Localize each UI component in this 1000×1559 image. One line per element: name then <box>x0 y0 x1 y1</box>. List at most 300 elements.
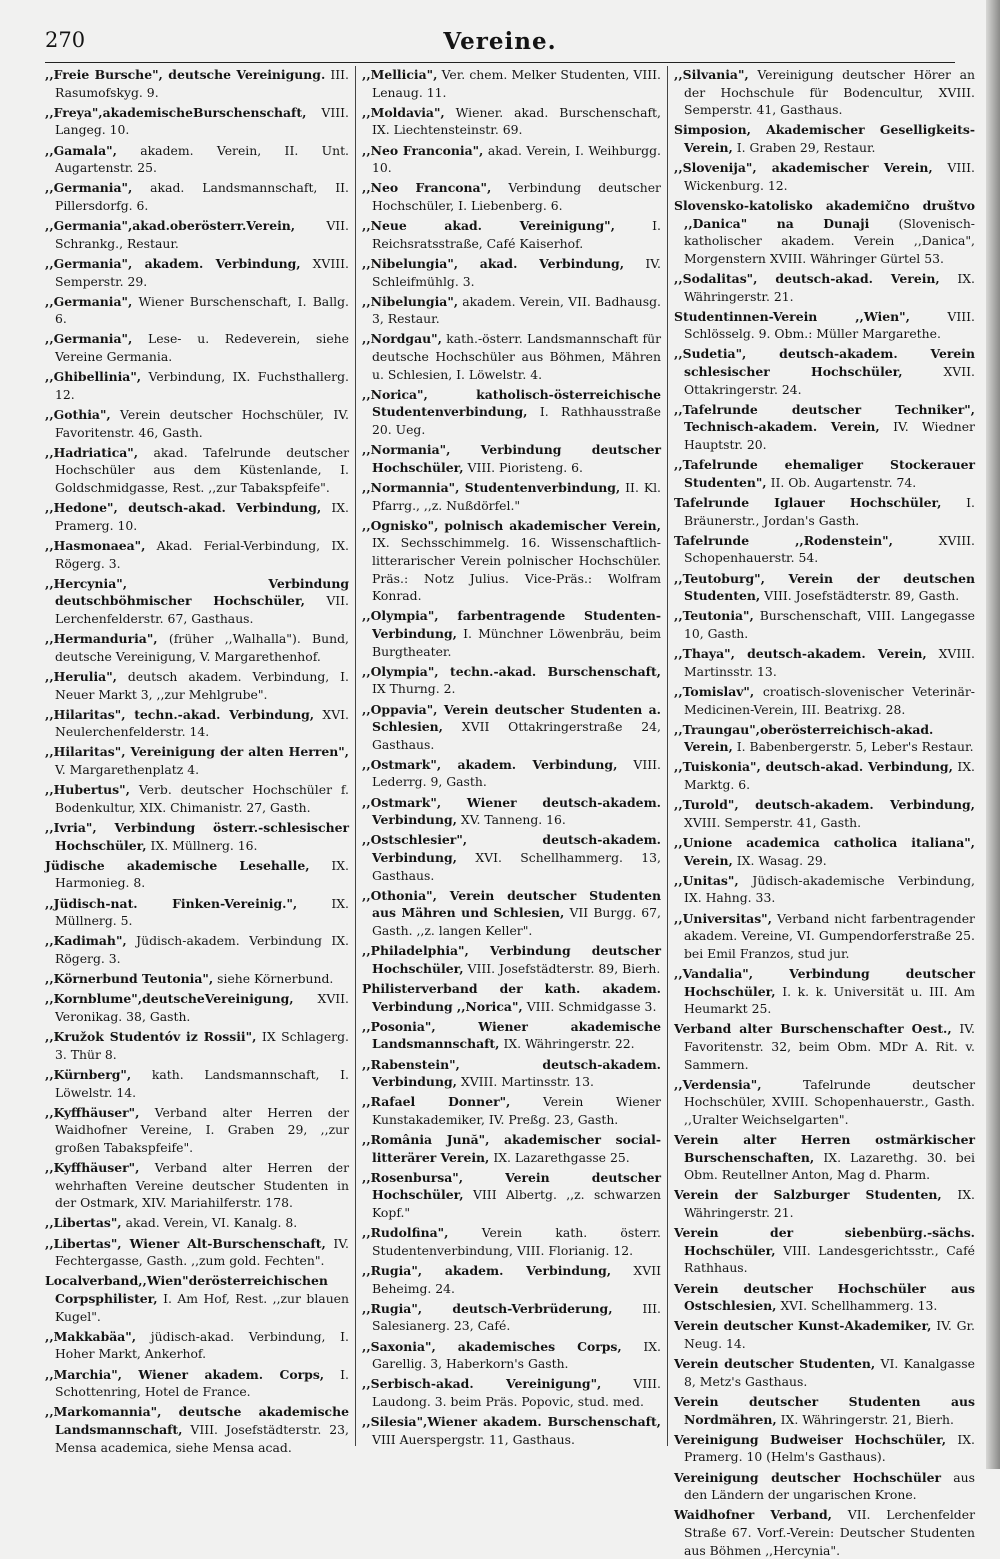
entry-name: ,,Tafelrunde ehemaliger Stockerauer Studenten", <box>674 457 975 490</box>
directory-entry <box>45 857 349 892</box>
entry-description: I. k. k. Universität u. III. Am Heumarkt 25. <box>684 983 975 1017</box>
header-rule <box>45 62 955 63</box>
entry-description: VI. Kanalgasse 8, Metz's Gasthaus. <box>684 1356 975 1389</box>
directory-entry <box>45 330 349 365</box>
entry-name: ,,Tuiskonia", deutsch-akad. Verbindung, <box>674 759 953 775</box>
entry-name: ,,Kornblume",deutscheVereinigung, <box>45 991 294 1007</box>
entry-description: croatisch-slovenischer Veterinär-Medicinen-Verein, III. Beatrixg. 28. <box>684 683 975 717</box>
entry-description: Ver. chem. Melker Studenten, VIII. Lenaug. 11. <box>372 67 661 100</box>
entry-description: IX. Pramerg. 10 (Helm's Gasthaus). <box>684 1431 975 1465</box>
entry-description: Wiener. akad. Burschenschaft, IX. Liechtensteinstr. 69. <box>372 104 661 138</box>
entry-description: IX. Währingerstr. 22. <box>503 1036 635 1052</box>
directory-entry <box>362 1131 661 1166</box>
entry-name: ,,Posonia", Wiener akademische Landsmannschaft, <box>362 1018 661 1052</box>
directory-entry <box>45 990 349 1025</box>
entry-name: ,,Hilaritas", techn.-akad. Verbindung, <box>45 706 315 722</box>
entry-name: ,,Philadelphia", Verbindung deutscher Hochschüler, <box>362 943 661 976</box>
directory-entry <box>362 942 661 977</box>
directory-entry <box>45 368 349 403</box>
entry-name: ,,Vandalia", Verbindung deutscher Hochschüler, <box>674 965 975 999</box>
directory-entry <box>674 872 975 907</box>
entry-name: ,,Markomannia", deutsche akademische Landsmannschaft, <box>45 1404 349 1437</box>
directory-entry <box>674 1355 975 1390</box>
entry-name: ,,Ostmark", Wiener deutsch-akadem. Verbindung, <box>362 794 661 828</box>
entry-name: ,,Ghibellinia", <box>45 369 142 385</box>
entry-description: akad. Verein, VI. Kanalg. 8. <box>125 1215 298 1231</box>
entry-name: ,,Oppavia", Verein deutscher Studenten a. Schlesien, <box>362 701 661 735</box>
directory-entry <box>45 444 349 497</box>
entry-name: ,,Moldavia", <box>362 104 445 120</box>
directory-entry <box>362 1224 661 1259</box>
entry-name: ,,Kürnberg", <box>45 1066 132 1082</box>
directory-entry <box>45 499 349 534</box>
entry-name: ,,Neo Franconia", <box>362 142 484 158</box>
entry-description: Wiener Burschenschaft, I. Ballg. 6. <box>55 293 349 327</box>
entry-name: ,,Hilaritas", Vereinigung der alten Herren", <box>45 744 349 760</box>
directory-entry <box>45 668 349 703</box>
entry-description: IX. Pramerg. 10. <box>55 500 349 533</box>
directory-entry <box>45 970 349 988</box>
directory-entry <box>362 887 661 940</box>
entry-description: (Slovenisch-katholischer akadem. Verein ,,Danica", Morgenstern XVIII. Währinger Gürtel 53. <box>684 215 975 266</box>
entry-description: VIII. Pioristeng. 6. <box>467 459 583 475</box>
directory-entry <box>674 796 975 831</box>
directory-entry <box>45 1066 349 1101</box>
directory-entry <box>45 1328 349 1363</box>
entry-description: XVIII. Martinsstr. 13. <box>684 646 975 679</box>
entry-name: ,,Olympia", farbentragende Studenten-Verbindung, <box>362 608 661 641</box>
entry-description: IX. Wasag. 29. <box>736 852 827 868</box>
directory-entry <box>362 441 661 476</box>
page-title: Vereine. <box>443 28 557 55</box>
directory-entry <box>45 743 349 778</box>
entry-description: VII. Lerchenfelder Straße 67. Vorf.-Verein: Deutscher Studenten aus Böhmen ,,Hercynia". <box>684 1507 975 1558</box>
directory-entry <box>362 66 661 101</box>
entry-name: ,,Libertas", Wiener Alt-Burschenschaft, <box>45 1235 326 1251</box>
entry-name: ,,Ostschlesier", deutsch-akadem. Verbindung, <box>362 832 661 866</box>
entry-name: ,,Neue akad. Vereinigung", <box>362 218 615 234</box>
directory-entry <box>45 179 349 214</box>
column-middle <box>355 66 668 1446</box>
directory-entry <box>674 645 975 680</box>
entry-name: ,,Rafael Donner", <box>362 1094 511 1110</box>
directory-entry <box>674 494 975 529</box>
directory-entry <box>45 630 349 665</box>
directory-entry <box>674 270 975 305</box>
entry-description: jüdisch-akad. Verbindung, I. Hoher Markt, Ankerhof. <box>55 1328 349 1362</box>
directory-entry <box>45 1403 349 1456</box>
entry-name: ,,Gothia", <box>45 407 111 423</box>
entry-description: XVIII. Semperstr. 41, Gasth. <box>684 814 862 830</box>
entry-description: aus den Ländern der ungarischen Krone. <box>684 1469 975 1503</box>
entry-description: siehe Körnerbund. <box>217 971 334 987</box>
entry-description: XVIII. Schopenhauerstr. 54. <box>684 532 975 566</box>
directory-entry <box>674 1280 975 1315</box>
entry-name: ,,Traungau",oberösterreichisch-akad. Verein, <box>674 721 934 755</box>
entry-name: ,,Silesia",Wiener akadem. Burschenschaft, <box>362 1414 661 1430</box>
entry-name: ,,Ivria", Verbindung österr.-schlesischer Hochschüler, <box>45 820 349 853</box>
entry-name: ,,Nibelungia", akad. Verbindung, <box>362 255 625 271</box>
entry-description: XVII. Veronikag. 38, Gasth. <box>55 991 349 1024</box>
directory-entry <box>45 217 349 252</box>
entry-name: ,,Körnerbund Teutonia", <box>45 971 214 987</box>
entry-description: IX. Harmonieg. 8. <box>55 857 349 891</box>
entry-name: Jüdische akademische Lesehalle, <box>45 857 310 873</box>
entry-name: Verein deutscher Studenten, <box>674 1356 876 1372</box>
entry-description: IX. Marktg. 6. <box>684 759 975 793</box>
directory-entry <box>674 532 975 567</box>
entry-description: XVII Ottakringerstraße 24, Gasthaus. <box>372 719 661 752</box>
directory-entry <box>674 1393 975 1428</box>
directory-entry <box>45 895 349 930</box>
directory-entry <box>674 1431 975 1466</box>
entry-description: kath. Landsmannschaft, I. Löwelstr. 14. <box>55 1066 349 1100</box>
entry-description: akadem. Verein, VII. Badhausg. 3, Restaur. <box>372 293 661 327</box>
entry-description: Verein Wiener Kunstakademiker, IV. Preßg. 23, Gasth. <box>372 1094 661 1127</box>
entry-name: ,,Slovenija", akademischer Verein, <box>674 160 933 176</box>
entry-name: ,,Unitas", <box>674 872 739 888</box>
entry-description: II. Ob. Augartenstr. 74. <box>770 474 917 490</box>
entry-description: I. Schottenring, Hotel de France. <box>55 1366 349 1400</box>
entry-name: ,,Teutonia", <box>674 608 754 624</box>
entry-description: IV. Schleifmühlg. 3. <box>372 255 661 289</box>
entry-name: ,,Saxonia", akademisches Corps, <box>362 1338 622 1354</box>
entry-name: ,,Unione academica catholica italiana", Verein, <box>674 835 975 868</box>
directory-entry <box>674 834 975 869</box>
entry-name: ,,Rosenbursa", Verein deutscher Hochschüler, <box>362 1169 661 1203</box>
entry-name: ,,Hedone", deutsch-akad. Verbindung, <box>45 500 322 516</box>
entry-name: ,,Othonia", Verein deutscher Studenten aus Mähren und Schlesien, <box>362 887 661 921</box>
entry-description: XVII. Ottakringerstr. 24. <box>684 364 975 397</box>
entry-description: VIII Albertg. ,,z. schwarzen Kopf." <box>372 1187 661 1221</box>
entry-description: IX. Müllnerg. 16. <box>150 837 258 853</box>
directory-entry <box>674 1506 975 1559</box>
entry-name: ,,Tomislav", <box>674 683 755 699</box>
entry-name: ,,Normania", Verbindung deutscher Hochschüler, <box>362 442 661 475</box>
directory-entry <box>362 794 661 829</box>
entry-name: ,,Germania",akad.oberösterr.Verein, <box>45 218 296 234</box>
directory-entry <box>362 980 661 1015</box>
entry-description: VIII. Josefstädterstr. 89, Bierh. <box>467 960 661 976</box>
entry-name: ,,Norica", katholisch-österreichische Studentenverbindung, <box>362 386 661 420</box>
entry-description: akadem. Verein, II. Unt. Augartenstr. 25. <box>55 142 349 176</box>
directory-entry <box>45 255 349 290</box>
entry-name: ,,Sodalitas", deutsch-akad. Verein, <box>674 270 940 286</box>
directory-entry <box>674 607 975 642</box>
entry-description: I. Rathhausstraße 20. Ueg. <box>372 404 661 438</box>
entry-name: ,,Nibelungia", <box>362 293 459 309</box>
entry-name: ,,Freie Bursche", deutsche Vereinigung. <box>45 67 326 82</box>
entry-description: Verband alter Herren der Waidhofner Vereine, I. Graben 29, ,,zur großen Tabakspfeife". <box>55 1104 349 1155</box>
entry-name: ,,Turold", deutsch-akadem. Verbindung, <box>674 797 975 813</box>
directory-entry <box>674 1076 975 1129</box>
entry-name: ,,Freya",akademischeBurschenschaft, <box>45 104 307 120</box>
entry-name: ,,Kyffhäuser", <box>45 1160 140 1176</box>
directory-entry <box>45 537 349 572</box>
entry-description: (früher ,,Walhalla"). Bund, deutsche Vereinigung, V. Margarethenhof. <box>55 631 349 664</box>
entry-name: Verein alter Herren ostmärkischer Burschenschaften, <box>674 1132 975 1165</box>
entry-description: V. Margarethenplatz 4. <box>55 762 200 778</box>
entry-name: Slovensko-katolisko akademično društvo ,,Danica" na Dunaji <box>674 197 975 231</box>
entry-description: VIII. Josefstädterstr. 23, Mensa academica, siehe Mensa acad. <box>55 1421 349 1455</box>
entry-description: XVI. Schellhammerg. 13, Gasthaus. <box>372 850 661 883</box>
entry-name: ,,Hermanduria", <box>45 631 158 647</box>
entry-description: VIII. Schlösselg. 9. Obm.: Müller Margarethe. <box>684 308 975 342</box>
entry-description: I. Bräunerstr., Jordan's Gasth. <box>684 495 975 528</box>
directory-entry <box>674 1317 975 1352</box>
entry-name: ,,Nordgau", <box>362 331 442 347</box>
directory-entry <box>362 1262 661 1297</box>
entry-name: ,,Herulia", <box>45 668 117 684</box>
directory-entry <box>362 1056 661 1091</box>
entry-name: Verein der siebenbürg.-sächs. Hochschüler, <box>674 1225 975 1258</box>
entry-description: VII Burgg. 67, Gasth. ,,z. langen Keller". <box>372 905 661 938</box>
directory-entry <box>674 1224 975 1277</box>
entry-description: XVI. Schellhammerg. 13. <box>780 1298 938 1314</box>
entry-description: IX. Müllnerg. 5. <box>55 895 349 929</box>
directory-columns <box>45 66 975 1558</box>
directory-entry <box>45 932 349 967</box>
entry-description: XVI. Neulerchenfelderstr. 14. <box>55 706 349 740</box>
entry-name: ,,Sudetia", deutsch-akadem. Verein schlesischer Hochschüler, <box>674 346 975 380</box>
directory-entry <box>362 386 661 439</box>
entry-name: ,,Serbisch-akad. Vereinigung", <box>362 1376 602 1392</box>
entry-description: XVIII. Semperstr. 29. <box>55 255 349 289</box>
entry-description: Jüdisch-akademische Verbindung, IX. Hahng. 33. <box>684 872 975 906</box>
entry-name: Vereinigung Budweiser Hochschüler, <box>674 1431 947 1447</box>
entry-description: Verband alter Herren der wehrhaften Vereine deutscher Studenten in der Ostmark, XIV. Mariahilferstr. 178. <box>55 1160 349 1211</box>
entry-name: Verein der Salzburger Studenten, <box>674 1187 942 1203</box>
entry-description: deutsch akadem. Verbindung, I. Neuer Markt 3, ,,zur Mehlgrube". <box>55 668 349 702</box>
directory-entry <box>362 179 661 214</box>
entry-description: I. Reichsratsstraße, Café Kaiserhof. <box>372 218 661 251</box>
entry-name: ,,Kyffhäuser", <box>45 1104 140 1120</box>
entry-name: ,,Normannia", Studentenverbindung, <box>362 480 621 495</box>
directory-entry <box>362 255 661 290</box>
entry-description: Verband nicht farbentragender akadem. Vereine, VI. Gumpendorferstraße 25. bei Emil Franzos, stud jur. <box>684 910 975 961</box>
directory-entry <box>45 1214 349 1232</box>
entry-description: XV. Tanneng. 16. <box>460 812 566 828</box>
entry-name: ,,Libertas", <box>45 1215 122 1231</box>
entry-name: ,,Hasmonaea", <box>45 537 146 553</box>
directory-entry <box>362 701 661 754</box>
entry-name: ,,Mellicia", <box>362 67 438 82</box>
entry-description: IX. Währingerstr. 21, Bierh. <box>780 1411 954 1427</box>
directory-entry <box>362 330 661 383</box>
entry-name: ,,Germania", <box>45 293 133 309</box>
entry-name: Vereinigung deutscher Hochschüler <box>674 1469 942 1485</box>
directory-entry <box>674 1020 975 1073</box>
entry-name: ,,Silvania", <box>674 67 749 82</box>
page-number: 270 <box>45 28 86 52</box>
entry-name: ,,Rudolfina", <box>362 1225 449 1241</box>
directory-entry <box>45 575 349 628</box>
entry-name: ,,Germania", <box>45 331 133 347</box>
entry-name: Verein deutscher Kunst-Akademiker, <box>674 1318 932 1334</box>
directory-entry <box>45 104 349 139</box>
entry-name: Localverband,,Wien"derösterreichischen Corpsphilister, <box>45 1273 328 1306</box>
directory-entry <box>362 1300 661 1335</box>
entry-name: ,,Rabenstein", deutsch-akadem. Verbindung, <box>362 1056 661 1090</box>
entry-name: ,,Teutoburg", Verein der deutschen Studenten, <box>674 570 975 604</box>
entry-description: IX. Lazarethgasse 25. <box>493 1149 630 1165</box>
directory-entry <box>45 1272 349 1325</box>
directory-entry <box>362 479 661 514</box>
directory-entry <box>674 66 975 119</box>
entry-description: I. Graben 29, Restaur. <box>736 139 876 155</box>
entry-description: IX. Währingerstr. 21. <box>684 270 975 304</box>
entry-name: ,,Rugia", akadem. Verbindung, <box>362 1263 612 1279</box>
entry-name: ,,Olympia", techn.-akad. Burschenschaft, <box>362 663 661 679</box>
directory-entry <box>674 965 975 1018</box>
directory-entry <box>45 819 349 854</box>
directory-entry <box>674 1186 975 1221</box>
entry-name: ,,Thaya", deutsch-akadem. Verein, <box>674 646 927 662</box>
entry-name: ,,Universitas", <box>674 910 772 926</box>
entry-name: ,,Makkabäa", <box>45 1328 137 1344</box>
entry-name: ,,Hercynia", Verbindung deutschböhmischer Hochschüler, <box>45 575 349 609</box>
directory-entry <box>45 406 349 441</box>
entry-description: VIII. Langeg. 10. <box>55 104 349 138</box>
directory-entry <box>362 217 661 252</box>
entry-description: I. Am Hof, Rest. ,,zur blauen Kugel". <box>55 1291 349 1324</box>
directory-entry <box>362 517 661 605</box>
entry-description: IV. Wiedner Hauptstr. 20. <box>684 419 975 453</box>
entry-description: akad. Landsmannschaft, II. Pillersdorfg. 6. <box>55 180 349 213</box>
entry-description: Verb. deutscher Hochschüler f. Bodenkultur, XIX. Chimanistr. 27, Gasth. <box>55 782 349 815</box>
entry-description: IX. Sechsschimmelg. 16. Wissenschaftlich-litterarischer Verein polnischer Hochschüler. Präs.: Notz Julius. Vice-Präs.: Wolfram Konrad. <box>372 535 661 604</box>
entry-description: VIII. Laudong. 3. beim Präs. Popovic, stud. med. <box>372 1376 661 1409</box>
directory-entry <box>674 308 975 343</box>
directory-entry <box>362 1413 661 1448</box>
entry-name: ,,Germania", akadem. Verbindung, <box>45 255 301 271</box>
entry-description: XVII Beheimg. 24. <box>372 1263 661 1296</box>
entry-description: IV. Fechtergasse, Gasth. ,,zum gold. Fechten". <box>55 1235 349 1269</box>
entry-name: ,,Neo Francona", <box>362 180 492 196</box>
directory-entry <box>674 121 975 156</box>
directory-entry <box>45 1159 349 1212</box>
column-left <box>45 66 355 1455</box>
entry-description: IV. Favoritenstr. 32, beim Obm. MDr A. Rit. v. Sammern. <box>684 1021 975 1072</box>
entry-name: Philisterverband der kath. akadem. Verbindung ,,Norica", <box>362 980 661 1014</box>
directory-entry <box>674 1469 975 1504</box>
entry-name: Tafelrunde ,,Rodenstein", <box>674 532 893 548</box>
directory-entry <box>45 1235 349 1270</box>
directory-entry <box>362 142 661 177</box>
entry-description: akad. Tafelrunde deutscher Hochschüler aus dem Küstenlande, I. Goldschmidgasse, Rest. ,,zur Tabakspfeife". <box>55 444 349 495</box>
entry-name: Verein deutscher Hochschüler aus Ostschlesien, <box>674 1280 975 1314</box>
entry-description: III. Rasumofskyg. 9. <box>55 67 349 100</box>
entry-description: VIII. Lederrg. 9, Gasth. <box>372 756 661 790</box>
entry-name: Verband alter Burschenschafter Oest., <box>674 1021 952 1037</box>
directory-entry <box>674 197 975 267</box>
entry-name: Waidhofner Verband, <box>674 1507 832 1523</box>
entry-description: II. Kl. Pfarrg., ,,z. Nußdörfel." <box>372 480 661 513</box>
directory-entry <box>45 781 349 816</box>
entry-name: ,,Germania", <box>45 180 133 196</box>
directory-entry <box>362 293 661 328</box>
directory-entry <box>674 683 975 718</box>
entry-name: ,,Tafelrunde deutscher Techniker", Technisch-akadem. Verein, <box>674 401 975 435</box>
entry-description: IX Thurng. 2. <box>372 681 456 697</box>
directory-entry <box>45 1366 349 1401</box>
entry-description: akad. Verein, I. Weihburgg. 10. <box>372 142 661 176</box>
entry-description: VII. Schrankg., Restaur. <box>55 218 349 251</box>
entry-description: Jüdisch-akadem. Verbindung IX. Rögerg. 3. <box>55 933 349 966</box>
directory-entry <box>362 756 661 791</box>
entry-description: Vereinigung deutscher Hörer an der Hochschule für Bodencultur, XVIII. Semperstr. 41, Gasthaus. <box>684 67 975 118</box>
directory-entry <box>362 1093 661 1128</box>
directory-entry <box>674 758 975 793</box>
directory-entry <box>45 1028 349 1063</box>
directory-entry <box>45 66 349 101</box>
directory-entry <box>674 910 975 963</box>
entry-description: I. Münchner Löwenbräu, beim Burgtheater. <box>372 625 661 659</box>
entry-name: Studentinnen-Verein ,,Wien", <box>674 308 910 324</box>
entry-description: VIII Auerspergstr. 11, Gasthaus. <box>372 1431 575 1447</box>
entry-description: Verein kath. österr. Studentenverbindung, VIII. Florianig. 12. <box>372 1225 661 1258</box>
entry-name: ,,Rugia", deutsch-Verbrüderung, <box>362 1300 613 1316</box>
entry-description: VIII. Schmidgasse 3. <box>526 998 657 1014</box>
directory-entry <box>362 1018 661 1053</box>
entry-description: Tafelrunde deutscher Hochschüler, XVIII. Schopenhauerstr., Gasth. ,,Uralter Weichselgarten". <box>684 1076 975 1127</box>
entry-name: ,,Verdensia", <box>674 1076 762 1092</box>
directory-entry <box>674 1131 975 1184</box>
entry-description: I. Babenbergerstr. 5, Leber's Restaur. <box>736 739 974 755</box>
entry-name: Verein deutscher Studenten aus Nordmähren, <box>674 1393 975 1427</box>
directory-entry <box>362 104 661 139</box>
directory-entry <box>362 1375 661 1410</box>
entry-name: ,,Kadimah", <box>45 933 127 949</box>
entry-description: VII. Lerchenfelderstr. 67, Gasthaus. <box>55 593 349 626</box>
directory-entry <box>674 159 975 194</box>
directory-entry <box>674 570 975 605</box>
entry-name: ,,Marchia", Wiener akadem. Corps, <box>45 1366 325 1382</box>
entry-name: ,,Hadriatica", <box>45 444 139 460</box>
entry-description: IX. Garellig. 3, Haberkorn's Gasth. <box>372 1338 661 1372</box>
entry-description: Verein deutscher Hochschüler, IV. Favoritenstr. 46, Gasth. <box>55 407 349 440</box>
directory-entry <box>45 706 349 741</box>
directory-entry <box>674 345 975 398</box>
directory-entry <box>362 1169 661 1222</box>
entry-description: IX. Lazarethg. 30. bei Obm. Reutellner Anton, Mag d. Pharm. <box>684 1149 975 1183</box>
entry-description: III. Salesianerg. 23, Café. <box>372 1300 661 1334</box>
directory-entry <box>674 456 975 491</box>
entry-name: ,,Gamala", <box>45 142 117 158</box>
entry-name: ,,Ognisko", polnisch akademischer Verein, <box>362 517 661 533</box>
directory-entry <box>362 663 661 698</box>
entry-description: VIII. Landesgerichtsstr., Café Rathhaus. <box>684 1242 975 1276</box>
entry-name: Simposion, Akademischer Geselligkeits-Verein, <box>674 122 975 155</box>
directory-entry <box>45 1104 349 1157</box>
entry-description: IV. Gr. Neug. 14. <box>684 1318 975 1351</box>
entry-description: Akad. Ferial-Verbindung, IX. Rögerg. 3. <box>55 537 349 571</box>
entry-description: kath.-österr. Landsmannschaft für deutsche Hochschüler aus Böhmen, Mähren u. Schlesien, I. Löwelstr. 4. <box>372 331 661 382</box>
book-spine-shadow <box>986 0 1000 1469</box>
directory-entry <box>362 1338 661 1373</box>
entry-name: ,,Kružok Studentóv iz Rossii", <box>45 1029 257 1045</box>
entry-description: Lese- u. Redeverein, siehe Vereine Germania. <box>55 331 349 365</box>
entry-description: VIII. Wickenburg. 12. <box>684 160 975 193</box>
column-right <box>668 66 975 1558</box>
entry-name: ,,Hubertus", <box>45 782 130 798</box>
directory-entry <box>45 293 349 328</box>
directory-entry <box>674 721 975 756</box>
entry-description: IX. Währingerstr. 21. <box>684 1187 975 1221</box>
directory-entry <box>362 831 661 884</box>
entry-description: VIII. Josefstädterstr. 89, Gasth. <box>764 588 960 604</box>
entry-description: Verbindung deutscher Hochschüler, I. Liebenberg. 6. <box>372 180 661 213</box>
